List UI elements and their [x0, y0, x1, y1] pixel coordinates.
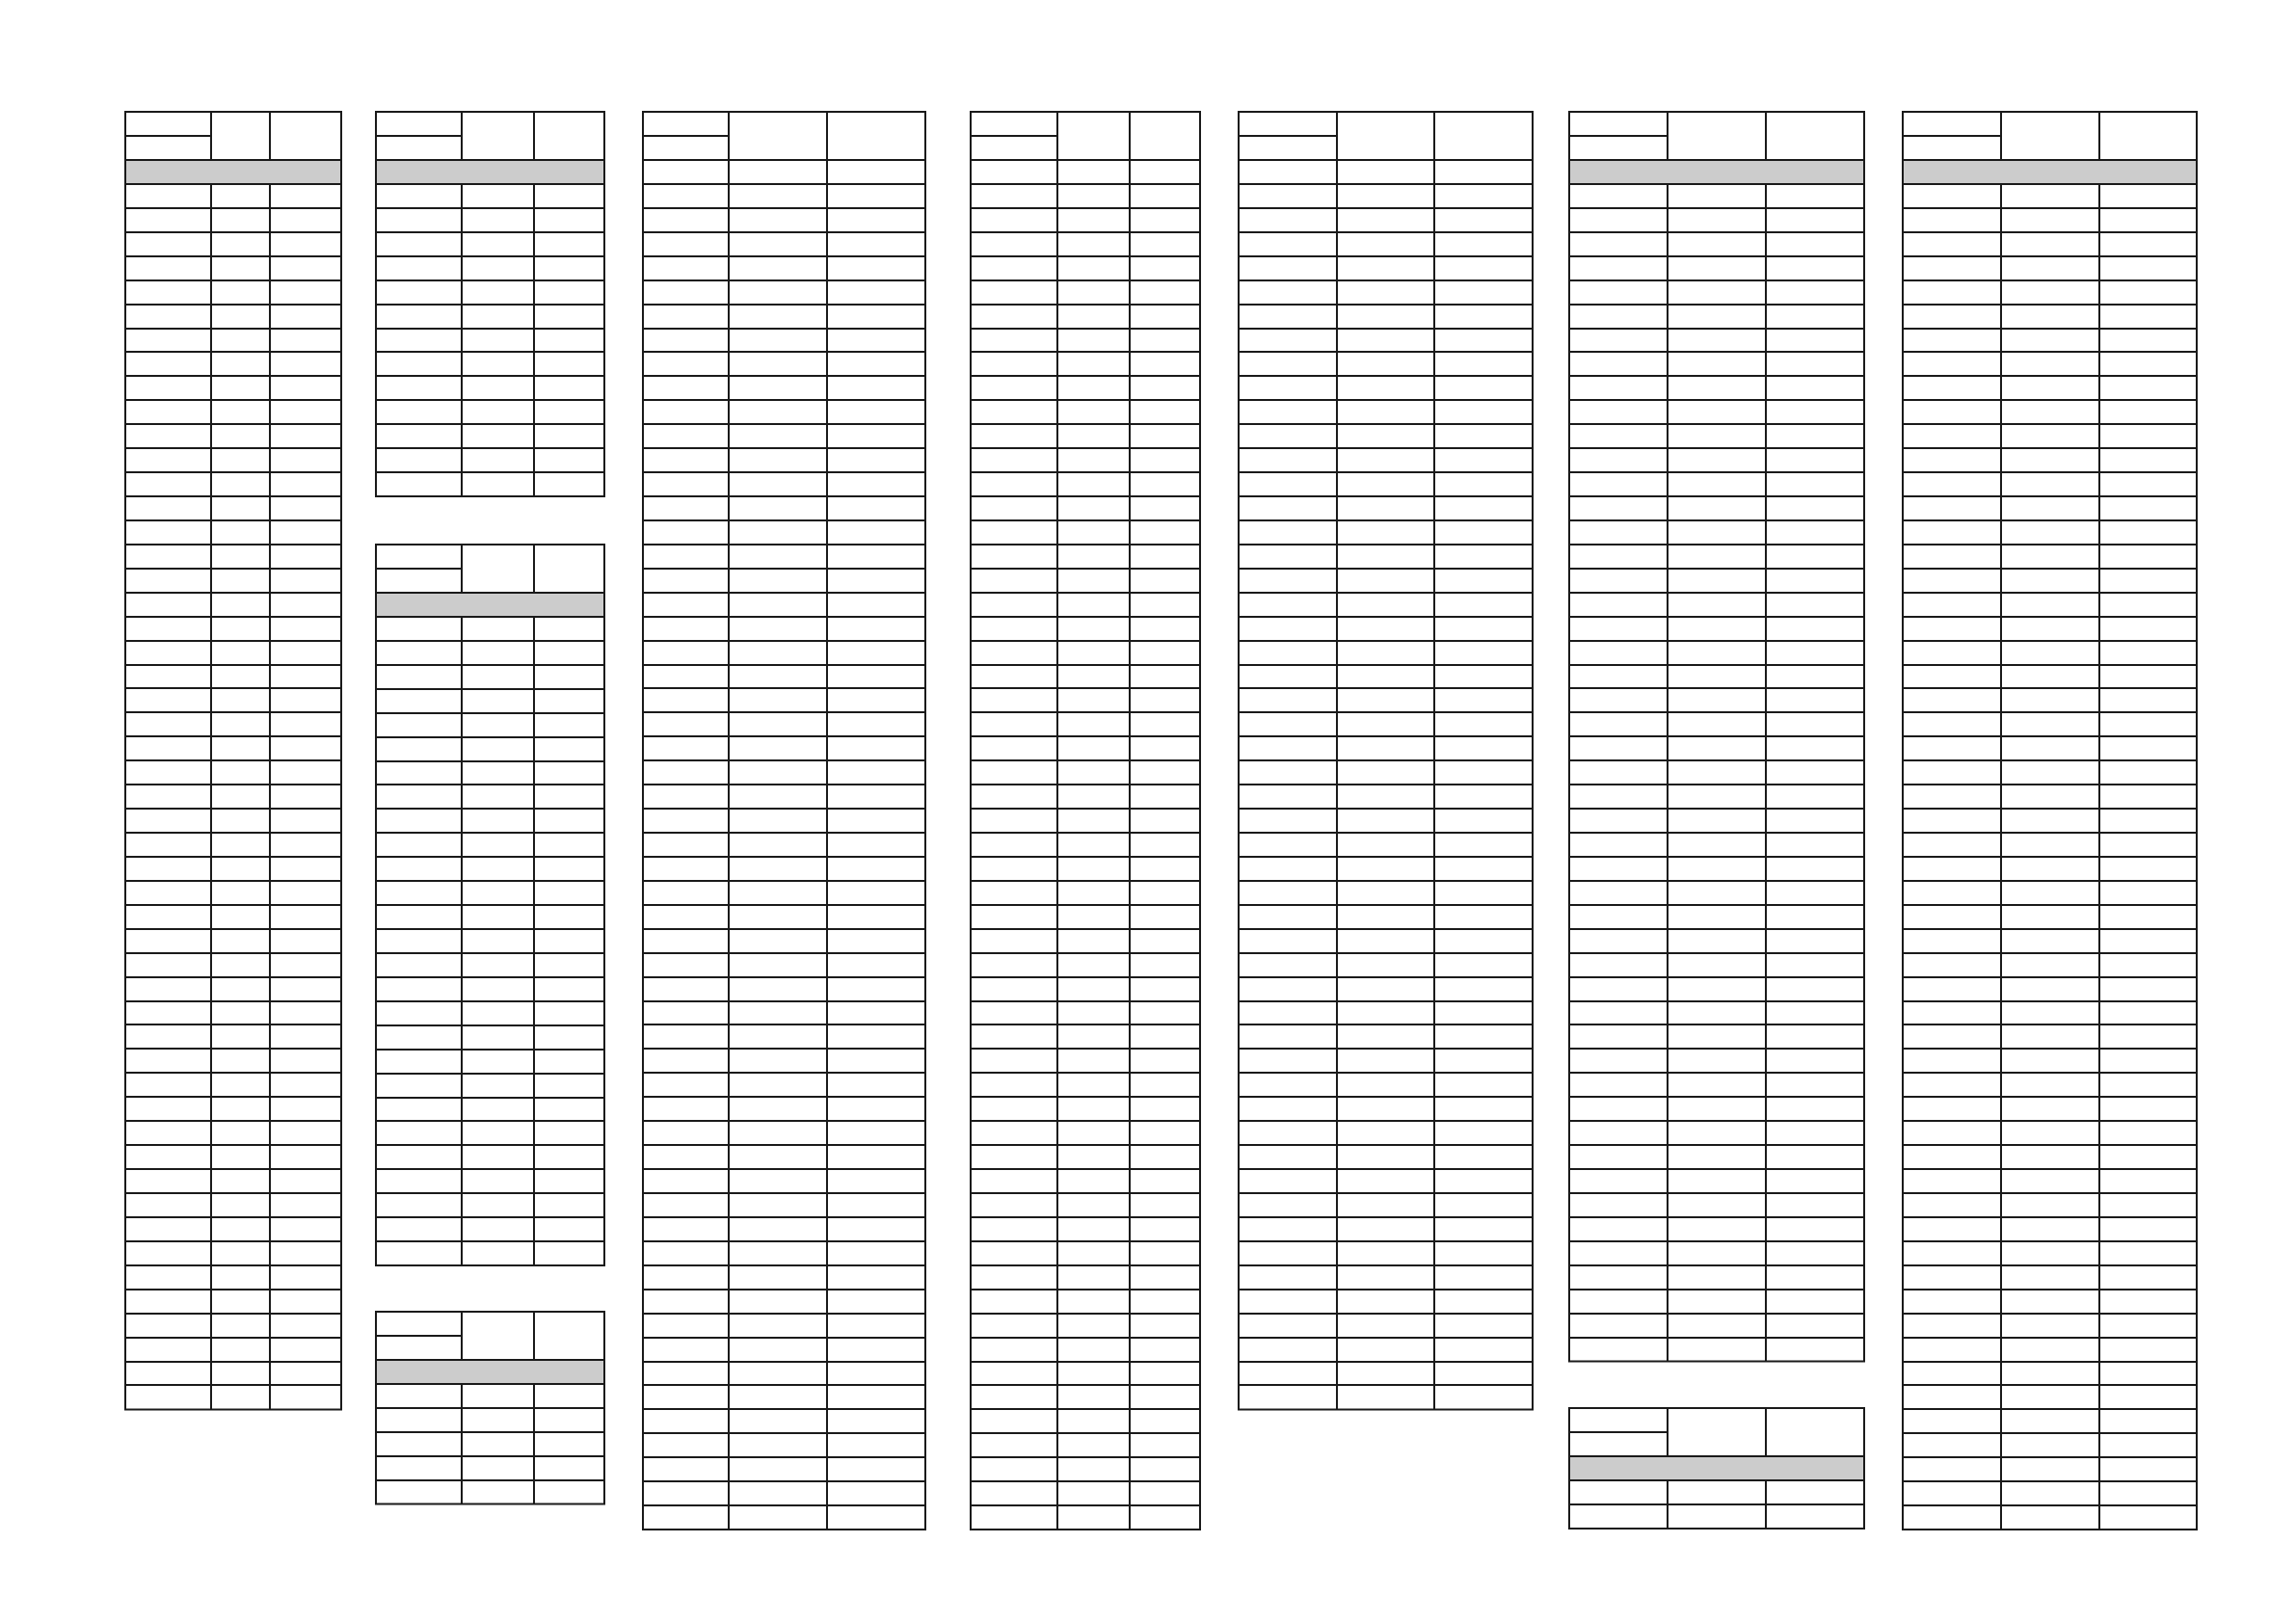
table-4	[376, 1312, 604, 1504]
shaded-row	[125, 160, 341, 184]
shaded-row	[1903, 160, 2197, 184]
table-8	[1569, 112, 1864, 1362]
shaded-row	[376, 593, 604, 617]
table-7	[1239, 112, 1533, 1409]
shaded-row	[376, 1360, 604, 1384]
table-2	[376, 112, 604, 496]
shaded-row	[376, 160, 604, 184]
table-frame	[1903, 112, 2197, 1530]
table-7-grid	[1239, 112, 1533, 1409]
table-2-grid	[376, 112, 604, 496]
table-10	[1903, 112, 2197, 1530]
shaded-row	[1569, 1456, 1864, 1480]
table-1	[125, 112, 341, 1409]
table-5-grid	[643, 112, 925, 1530]
table-9	[1569, 1408, 1864, 1529]
table-3	[376, 545, 604, 1265]
table-frame	[643, 112, 925, 1530]
table-6-grid	[971, 112, 1200, 1530]
table-6	[971, 112, 1200, 1530]
table-9-grid	[1569, 1408, 1864, 1529]
table-3-grid	[376, 545, 604, 1265]
table-4-grid	[376, 1312, 604, 1504]
table-5	[643, 112, 925, 1530]
table-8-grid	[1569, 112, 1864, 1362]
table-1-grid	[125, 112, 341, 1409]
table-10-grid	[1903, 112, 2197, 1530]
table-frame	[971, 112, 1200, 1530]
shaded-row	[1569, 160, 1864, 184]
